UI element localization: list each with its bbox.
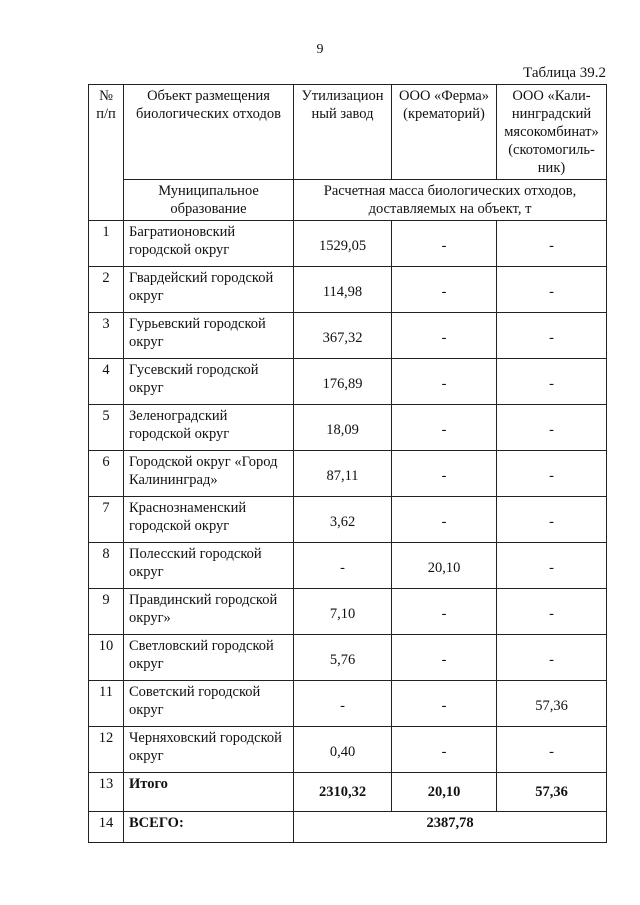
- row-municipality: Черняховский городской округ: [124, 727, 294, 773]
- table-header-row: [89, 85, 607, 180]
- row-municipality: Полесский городской округ: [124, 543, 294, 589]
- row-ferma-value: -: [392, 497, 497, 543]
- header-col-meat: ООО «Кали-нинградский мясокомбинат» (скотомогиль-ник): [497, 85, 607, 180]
- row-municipality: Зеленоградский городской округ: [124, 405, 294, 451]
- row-num: 5: [89, 405, 124, 451]
- row-meat-value: -: [497, 405, 607, 451]
- row-municipality: Краснознаменский городской округ: [124, 497, 294, 543]
- table-row: [89, 359, 607, 405]
- row-num: 7: [89, 497, 124, 543]
- row-num: 1: [89, 221, 124, 267]
- table-row: [89, 267, 607, 313]
- total-plant: 2310,32: [294, 773, 392, 812]
- row-plant-value: 5,76: [294, 635, 392, 681]
- row-ferma-value: -: [392, 313, 497, 359]
- row-plant-value: 367,32: [294, 313, 392, 359]
- row-num: 8: [89, 543, 124, 589]
- header-col-ferma: ООО «Ферма» (крематорий): [392, 85, 497, 180]
- header-num: № п/п: [89, 85, 124, 221]
- grand-value: 2387,78: [294, 812, 607, 843]
- total-row: [89, 773, 607, 812]
- row-ferma-value: -: [392, 681, 497, 727]
- row-meat-value: -: [497, 497, 607, 543]
- row-ferma-value: -: [392, 451, 497, 497]
- row-meat-value: -: [497, 543, 607, 589]
- row-num: 6: [89, 451, 124, 497]
- row-ferma-value: -: [392, 267, 497, 313]
- row-ferma-value: 20,10: [392, 543, 497, 589]
- row-municipality: Багратионовский городской округ: [124, 221, 294, 267]
- row-meat-value: -: [497, 313, 607, 359]
- row-municipality: Гусевский городской округ: [124, 359, 294, 405]
- header-object: Объект размещения биологических отходов: [124, 85, 294, 180]
- grand-label: ВСЕГО:: [124, 812, 294, 843]
- row-num: 10: [89, 635, 124, 681]
- table-row: [89, 727, 607, 773]
- row-municipality: Гурьевский городской округ: [124, 313, 294, 359]
- row-num: 9: [89, 589, 124, 635]
- row-ferma-value: -: [392, 405, 497, 451]
- total-label: Итого: [124, 773, 294, 812]
- row-meat-value: 57,36: [497, 681, 607, 727]
- subheader-mass: Расчетная масса биологических отходов, доставляемых на объект, т: [294, 180, 607, 221]
- row-municipality: Городской округ «Город Калининград»: [124, 451, 294, 497]
- table-row: [89, 451, 607, 497]
- row-plant-value: 87,11: [294, 451, 392, 497]
- row-num: 3: [89, 313, 124, 359]
- row-meat-value: -: [497, 635, 607, 681]
- row-ferma-value: -: [392, 635, 497, 681]
- row-meat-value: -: [497, 267, 607, 313]
- row-plant-value: -: [294, 543, 392, 589]
- row-num: 11: [89, 681, 124, 727]
- row-meat-value: -: [497, 221, 607, 267]
- table-row: [89, 497, 607, 543]
- row-num: 4: [89, 359, 124, 405]
- row-meat-value: -: [497, 727, 607, 773]
- table-row: [89, 313, 607, 359]
- row-ferma-value: -: [392, 221, 497, 267]
- header-col-plant: Утилизацион ный завод: [294, 85, 392, 180]
- total-meat: 57,36: [497, 773, 607, 812]
- table-row: [89, 681, 607, 727]
- row-ferma-value: -: [392, 359, 497, 405]
- row-plant-value: 3,62: [294, 497, 392, 543]
- table-row: [89, 635, 607, 681]
- table-row: [89, 221, 607, 267]
- waste-table: [88, 84, 607, 843]
- total-ferma: 20,10: [392, 773, 497, 812]
- row-num: 2: [89, 267, 124, 313]
- row-municipality: Советский городской округ: [124, 681, 294, 727]
- page-number: 9: [316, 42, 324, 57]
- total-num: 13: [89, 773, 124, 812]
- row-ferma-value: -: [392, 589, 497, 635]
- grand-total-row: [89, 812, 607, 843]
- row-municipality: Светловский городской округ: [124, 635, 294, 681]
- row-plant-value: 7,10: [294, 589, 392, 635]
- grand-num: 14: [89, 812, 124, 843]
- table-subheader-row: [89, 180, 607, 221]
- row-ferma-value: -: [392, 727, 497, 773]
- table-caption: Таблица 39.2: [523, 65, 606, 81]
- row-meat-value: -: [497, 359, 607, 405]
- subheader-municipality: Муниципальное образование: [124, 180, 294, 221]
- table-row: [89, 543, 607, 589]
- row-meat-value: -: [497, 451, 607, 497]
- row-plant-value: -: [294, 681, 392, 727]
- row-plant-value: 114,98: [294, 267, 392, 313]
- row-municipality: Правдинский городской округ»: [124, 589, 294, 635]
- row-plant-value: 18,09: [294, 405, 392, 451]
- table-row: [89, 405, 607, 451]
- row-num: 12: [89, 727, 124, 773]
- table-row: [89, 589, 607, 635]
- row-plant-value: 1529,05: [294, 221, 392, 267]
- row-plant-value: 176,89: [294, 359, 392, 405]
- row-plant-value: 0,40: [294, 727, 392, 773]
- row-municipality: Гвардейский городской округ: [124, 267, 294, 313]
- row-meat-value: -: [497, 589, 607, 635]
